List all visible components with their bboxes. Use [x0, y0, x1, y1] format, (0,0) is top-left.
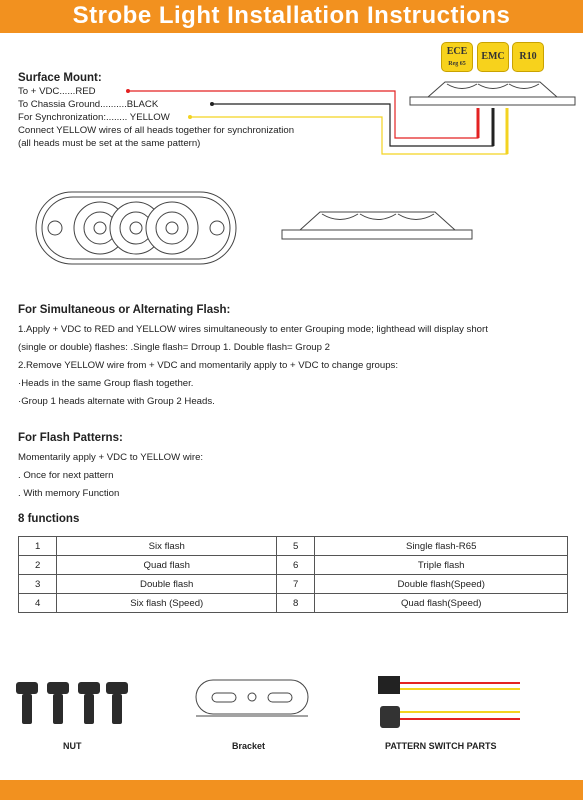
surface-mount-line-sync: Connect YELLOW wires of all heads together for synchronization: [18, 125, 295, 136]
flash-patterns-line-3: . With memory Function: [18, 488, 120, 499]
function-number-cell: 8: [277, 594, 315, 613]
function-number-cell: 3: [19, 575, 57, 594]
surface-mount-heading: [18, 72, 102, 84]
simultaneous-line-5: ·Group 1 heads alternate with Group 2 Heads.: [18, 396, 215, 407]
bracket-part: [196, 680, 308, 716]
simultaneous-heading: [18, 304, 230, 316]
function-name-cell: Double flash: [57, 575, 277, 594]
nut-screws: [16, 682, 128, 724]
function-number-cell: 7: [277, 575, 315, 594]
surface-mount-heading-text: Surface Mount: [18, 72, 98, 84]
function-name-cell: Quad flash: [57, 556, 277, 575]
bracket-label: Bracket: [232, 741, 266, 751]
light-side-view-middle: [282, 212, 472, 239]
ece-badge-label: ECE: [446, 46, 468, 57]
emc-badge: EMC: [477, 42, 509, 72]
light-side-view-top: [410, 82, 575, 105]
simultaneous-heading-text: For Simultaneous or Alternating Flash: [18, 304, 227, 316]
table-row: [19, 575, 568, 594]
surface-mount-line-yellow: For Synchronization:........ YELLOW: [18, 112, 170, 123]
surface-mount-line-note: (all heads must be set at the same pattern): [18, 138, 201, 149]
pattern-switch-parts: [378, 676, 520, 728]
function-name-cell: Quad flash(Speed): [315, 594, 568, 613]
functions-heading: 8 functions: [18, 513, 80, 525]
nut-label: NUT: [63, 741, 82, 751]
function-number-cell: 5: [277, 537, 315, 556]
function-number-cell: 2: [19, 556, 57, 575]
function-name-cell: Six flash: [57, 537, 277, 556]
page-title: Strobe Light Installation Instructions: [72, 2, 511, 29]
r10-badge: R10: [512, 42, 544, 72]
function-name-cell: Triple flash: [315, 556, 568, 575]
flash-patterns-line-2: . Once for next pattern: [18, 470, 114, 481]
simultaneous-line-4: ·Heads in the same Group flash together.: [18, 378, 194, 389]
table-row: [19, 537, 568, 556]
heading-colon: :: [226, 304, 231, 316]
heading-colon: :: [97, 72, 102, 84]
functions-table: [18, 536, 568, 613]
function-number-cell: 6: [277, 556, 315, 575]
ece-badge-sub: Reg 65: [448, 61, 466, 67]
simultaneous-line-2: (single or double) flashes: .Single flash= Drroup 1. Double flash= Group 2: [18, 342, 330, 353]
heading-colon: :: [118, 432, 123, 444]
surface-mount-line-red: To + VDC......RED: [18, 86, 96, 97]
light-top-view: [36, 192, 236, 264]
function-name-cell: Single flash-R65: [315, 537, 568, 556]
function-name-cell: Six flash (Speed): [57, 594, 277, 613]
pattern-switch-label: PATTERN SWITCH PARTS: [385, 741, 497, 751]
footer-strip: [0, 780, 583, 800]
table-row: [19, 594, 568, 613]
table-row: [19, 556, 568, 575]
simultaneous-line-3: 2.Remove YELLOW wire from + VDC and momentarily apply to + VDC to change groups:: [18, 360, 399, 371]
flash-patterns-line-1: Momentarily apply + VDC to YELLOW wire:: [18, 452, 204, 463]
function-number-cell: 1: [19, 537, 57, 556]
surface-mount-line-black: To Chassia Ground..........BLACK: [18, 99, 159, 110]
function-name-cell: Double flash(Speed): [315, 575, 568, 594]
flash-patterns-heading-text: For Flash Patterns: [18, 432, 119, 444]
function-number-cell: 4: [19, 594, 57, 613]
simultaneous-line-1: 1.Apply + VDC to RED and YELLOW wires simultaneously to enter Grouping mode; lighthead will display short: [18, 324, 488, 335]
flash-patterns-heading: [18, 432, 123, 444]
